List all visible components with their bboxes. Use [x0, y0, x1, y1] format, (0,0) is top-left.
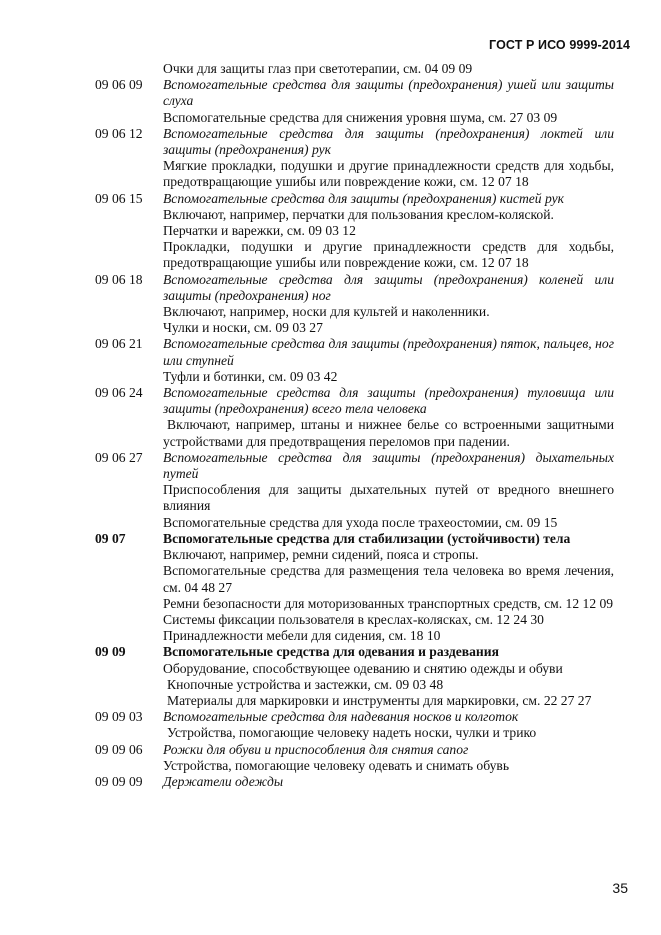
entry-text: Вспомогательные средства для размещения тела человека во время лечения, см. 04 48 27	[163, 563, 614, 595]
entry-text: Устройства, помогающие человеку надеть носки, чулки и трико	[167, 725, 537, 741]
entry-text: Вспомогательные средства для снижения уровня шума, см. 27 03 09	[163, 109, 558, 125]
classification-entry	[0, 385, 661, 417]
entry-note	[0, 677, 661, 693]
entry-note	[0, 515, 661, 531]
entry-text: Включают, например, перчатки для пользования креслом-коляской.	[163, 206, 554, 222]
entry-note	[0, 61, 661, 77]
entry-note	[0, 369, 661, 385]
entry-text: Устройства, помогающие человеку одевать и снимать обувь	[163, 757, 510, 773]
entry-text: Системы фиксации пользователя в креслах-колясках, см. 12 24 30	[163, 611, 544, 627]
page-number: 35	[612, 880, 628, 896]
entry-text: Включают, например, ремни сидений, пояса и стропы.	[163, 547, 479, 563]
entry-note	[0, 482, 661, 514]
classification-entry	[0, 531, 661, 547]
entry-code: 09 06 21	[95, 336, 143, 352]
classification-entry	[0, 644, 661, 660]
entry-code: 09 07	[95, 530, 126, 546]
entry-title: Вспомогательные средства для защиты (предохранения) туловища или защиты (предохранения) всего тела человека	[163, 385, 614, 417]
entry-text: Принадлежности мебели для сидения, см. 18 10	[163, 628, 441, 644]
entry-note	[0, 417, 661, 449]
entry-text: Перчатки и варежки, см. 09 03 12	[163, 223, 356, 239]
entry-code: 09 06 18	[95, 271, 143, 287]
entry-title: Вспомогательные средства для стабилизации (устойчивости) тела	[163, 530, 571, 546]
entry-note	[0, 239, 661, 271]
entry-code: 09 06 12	[95, 125, 143, 141]
entry-text: Туфли и ботинки, см. 09 03 42	[163, 368, 338, 384]
entry-text: Вспомогательные средства для ухода после трахеостомии, см. 09 15	[163, 514, 558, 530]
document-header-id: ГОСТ Р ИСО 9999-2014	[489, 38, 630, 52]
classification-entry	[0, 709, 661, 725]
entry-title: Вспомогательные средства для одевания и раздевания	[163, 644, 499, 660]
entry-code: 09 09 06	[95, 741, 143, 757]
entry-note	[0, 223, 661, 239]
classification-entry	[0, 272, 661, 304]
entry-note	[0, 758, 661, 774]
entry-text: Оборудование, способствующее одеванию и снятию одежды и обуви	[163, 660, 563, 676]
entry-title: Держатели одежды	[163, 773, 284, 789]
entry-note	[0, 547, 661, 563]
classification-list	[0, 61, 661, 790]
entry-note	[0, 320, 661, 336]
entry-note	[0, 693, 661, 709]
classification-entry	[0, 742, 661, 758]
entry-note	[0, 612, 661, 628]
entry-note	[0, 563, 661, 595]
entry-text: Кнопочные устройства и застежки, см. 09 03 48	[167, 676, 444, 692]
entry-title: Вспомогательные средства для защиты (предохранения) ушей или защиты слуха	[163, 77, 614, 109]
entry-code: 09 06 27	[95, 449, 143, 465]
entry-note	[0, 110, 661, 126]
entry-title: Вспомогательные средства для надевания носков и колготок	[163, 709, 519, 725]
entry-title: Вспомогательные средства для защиты (предохранения) коленей или защиты (предохранения) ног	[163, 271, 614, 303]
entry-title: Вспомогательные средства для защиты (предохранения) пяток, пальцев, ног или ступней	[163, 336, 614, 368]
entry-code: 09 09 03	[95, 709, 143, 725]
entry-text: Включают, например, штаны и нижнее белье со встроенными защитными устройствами для предотвращения переломов при падении.	[163, 417, 614, 449]
entry-text: Материалы для маркировки и инструменты для маркировки, см. 22 27 27	[167, 692, 592, 708]
classification-entry	[0, 336, 661, 368]
entry-code: 09 06 15	[95, 190, 143, 206]
classification-entry	[0, 77, 661, 109]
classification-entry	[0, 774, 661, 790]
entry-text: Очки для защиты глаз при светотерапии, см. 04 09 09	[163, 61, 473, 76]
entry-title: Вспомогательные средства для защиты (предохранения) кистей рук	[163, 190, 565, 206]
classification-entry	[0, 126, 661, 158]
entry-text: Включают, например, носки для культей и наколенники.	[163, 304, 490, 320]
classification-entry	[0, 191, 661, 207]
entry-note	[0, 725, 661, 741]
entry-code: 09 06 09	[95, 77, 143, 93]
entry-text: Чулки и носки, см. 09 03 27	[163, 320, 323, 336]
classification-entry	[0, 450, 661, 482]
entry-title: Вспомогательные средства для защиты (предохранения) дыхательных путей	[163, 449, 614, 482]
entry-note	[0, 207, 661, 223]
entry-text: Прокладки, подушки и другие принадлежности средств для ходьбы, предотвращающие ушибы или повреждение кожи, см. 12 07 18	[163, 239, 614, 271]
entry-note	[0, 158, 661, 190]
entry-note	[0, 596, 661, 612]
entry-note	[0, 661, 661, 677]
entry-code: 09 09	[95, 644, 126, 660]
entry-title: Рожки для обуви и приспособления для снятия сапог	[163, 741, 469, 757]
entry-note	[0, 304, 661, 320]
entry-text: Мягкие прокладки, подушки и другие принадлежности средств для ходьбы, предотвращающие ушибы или повреждение кожи, см. 12 07 18	[163, 158, 614, 190]
entry-code: 09 09 09	[95, 773, 143, 789]
entry-code: 09 06 24	[95, 385, 143, 401]
entry-text: Ремни безопасности для моторизованных транспортных средств, см. 12 12 09	[163, 595, 614, 611]
entry-text: Приспособления для защиты дыхательных путей от вредного внешнего влияния	[163, 482, 614, 514]
entry-title: Вспомогательные средства для защиты (предохранения) локтей или защиты (предохранения) рук	[163, 125, 614, 158]
entry-note	[0, 628, 661, 644]
